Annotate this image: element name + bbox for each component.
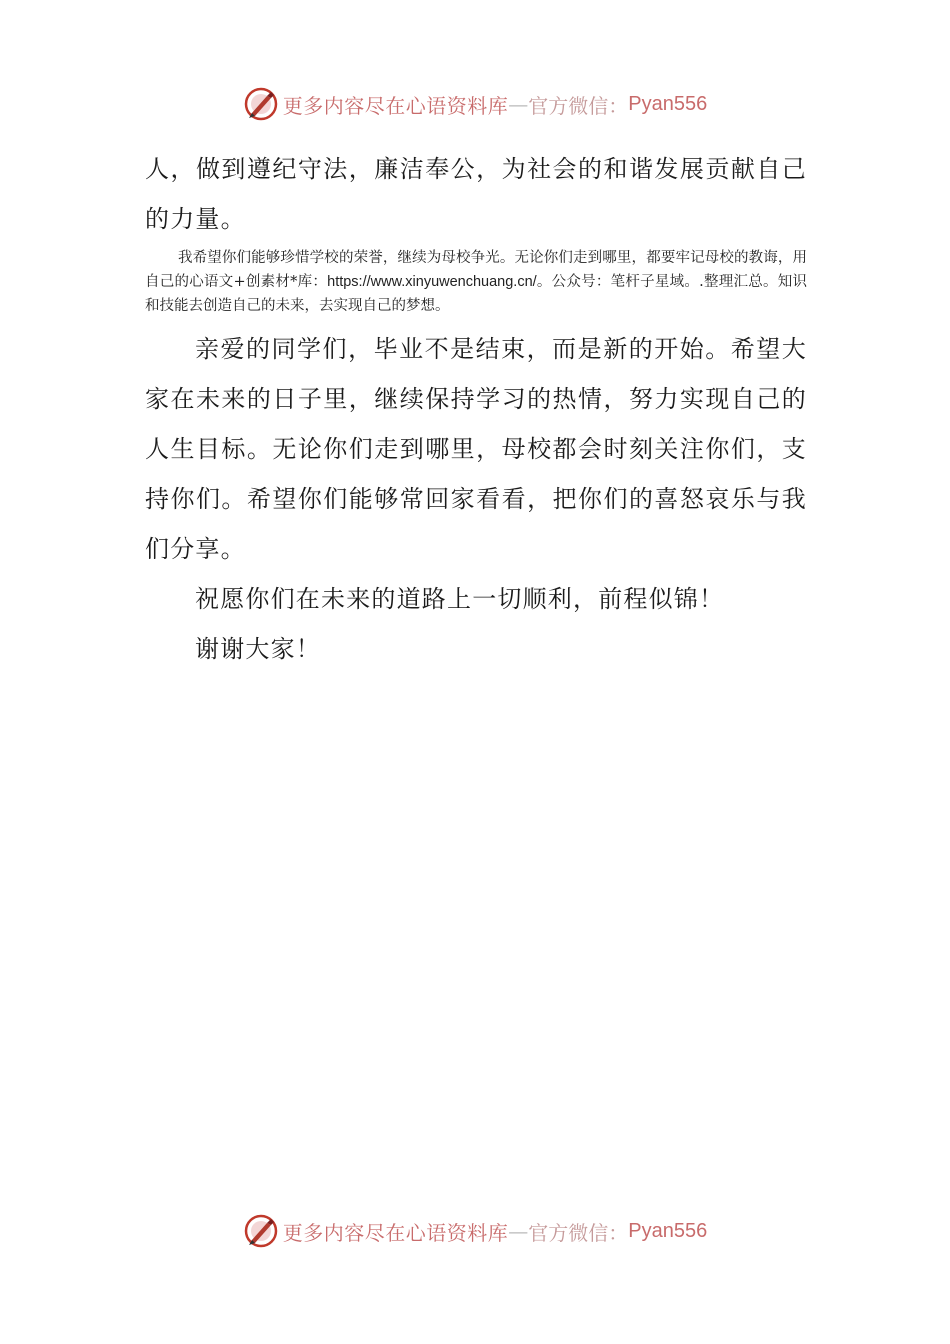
paragraph-graduation: 亲爱的同学们，毕业不是结束，而是新的开始。希望大家在未来的日子里，继续保持学习的热情，努力实现自己的人生目标。无论你们走到哪里，母校都会时刻关注你们，支持你们。希望你们能够常回家看看，把你们的喜怒哀乐与我们分享。 bbox=[145, 335, 807, 563]
paragraph-wishes: 祝愿你们在未来的道路上一切顺利，前程似锦！ bbox=[195, 585, 725, 613]
banner-text: 更多内容尽在心语资料库 bbox=[282, 93, 509, 118]
small-note-text-2: 。公众号：笔杆子星域。.整理汇总。知识和技能去创造自己的未来，去实现自己的梦想。 bbox=[145, 274, 807, 314]
small-note-text-1: 我希望你们能够珍惜学校的荣誉，继续为母校争光。无论你们走到哪里，都要牢记母校的教诲，用自己的心语文+创素材*库： bbox=[145, 250, 807, 290]
header-banner bbox=[0, 84, 950, 124]
footer-banner-text: 更多内容尽在心语资料库 bbox=[282, 1220, 509, 1245]
banner-dash: — bbox=[508, 92, 529, 116]
pen-logo-icon bbox=[243, 1213, 279, 1249]
paragraph-continued: 人，做到遵纪守法，廉洁奉公，为社会的和谐发展贡献自己的力量。 bbox=[145, 155, 807, 233]
banner-wechat-label: 官方微信： bbox=[528, 93, 629, 118]
footer-wechat-id: Pyan556 bbox=[628, 1219, 708, 1242]
footer-banner bbox=[0, 1211, 950, 1251]
banner-wechat-id: Pyan556 bbox=[628, 92, 708, 115]
footer-banner-dash: — bbox=[508, 1219, 529, 1243]
small-note-url: https://www.xinyuwenchuang.cn/ bbox=[327, 274, 537, 290]
pen-logo-icon bbox=[243, 86, 279, 122]
small-note-paragraph bbox=[145, 246, 807, 318]
document-body bbox=[145, 144, 807, 674]
footer-wechat-label: 官方微信： bbox=[528, 1220, 629, 1245]
paragraph-thanks: 谢谢大家！ bbox=[195, 635, 321, 663]
